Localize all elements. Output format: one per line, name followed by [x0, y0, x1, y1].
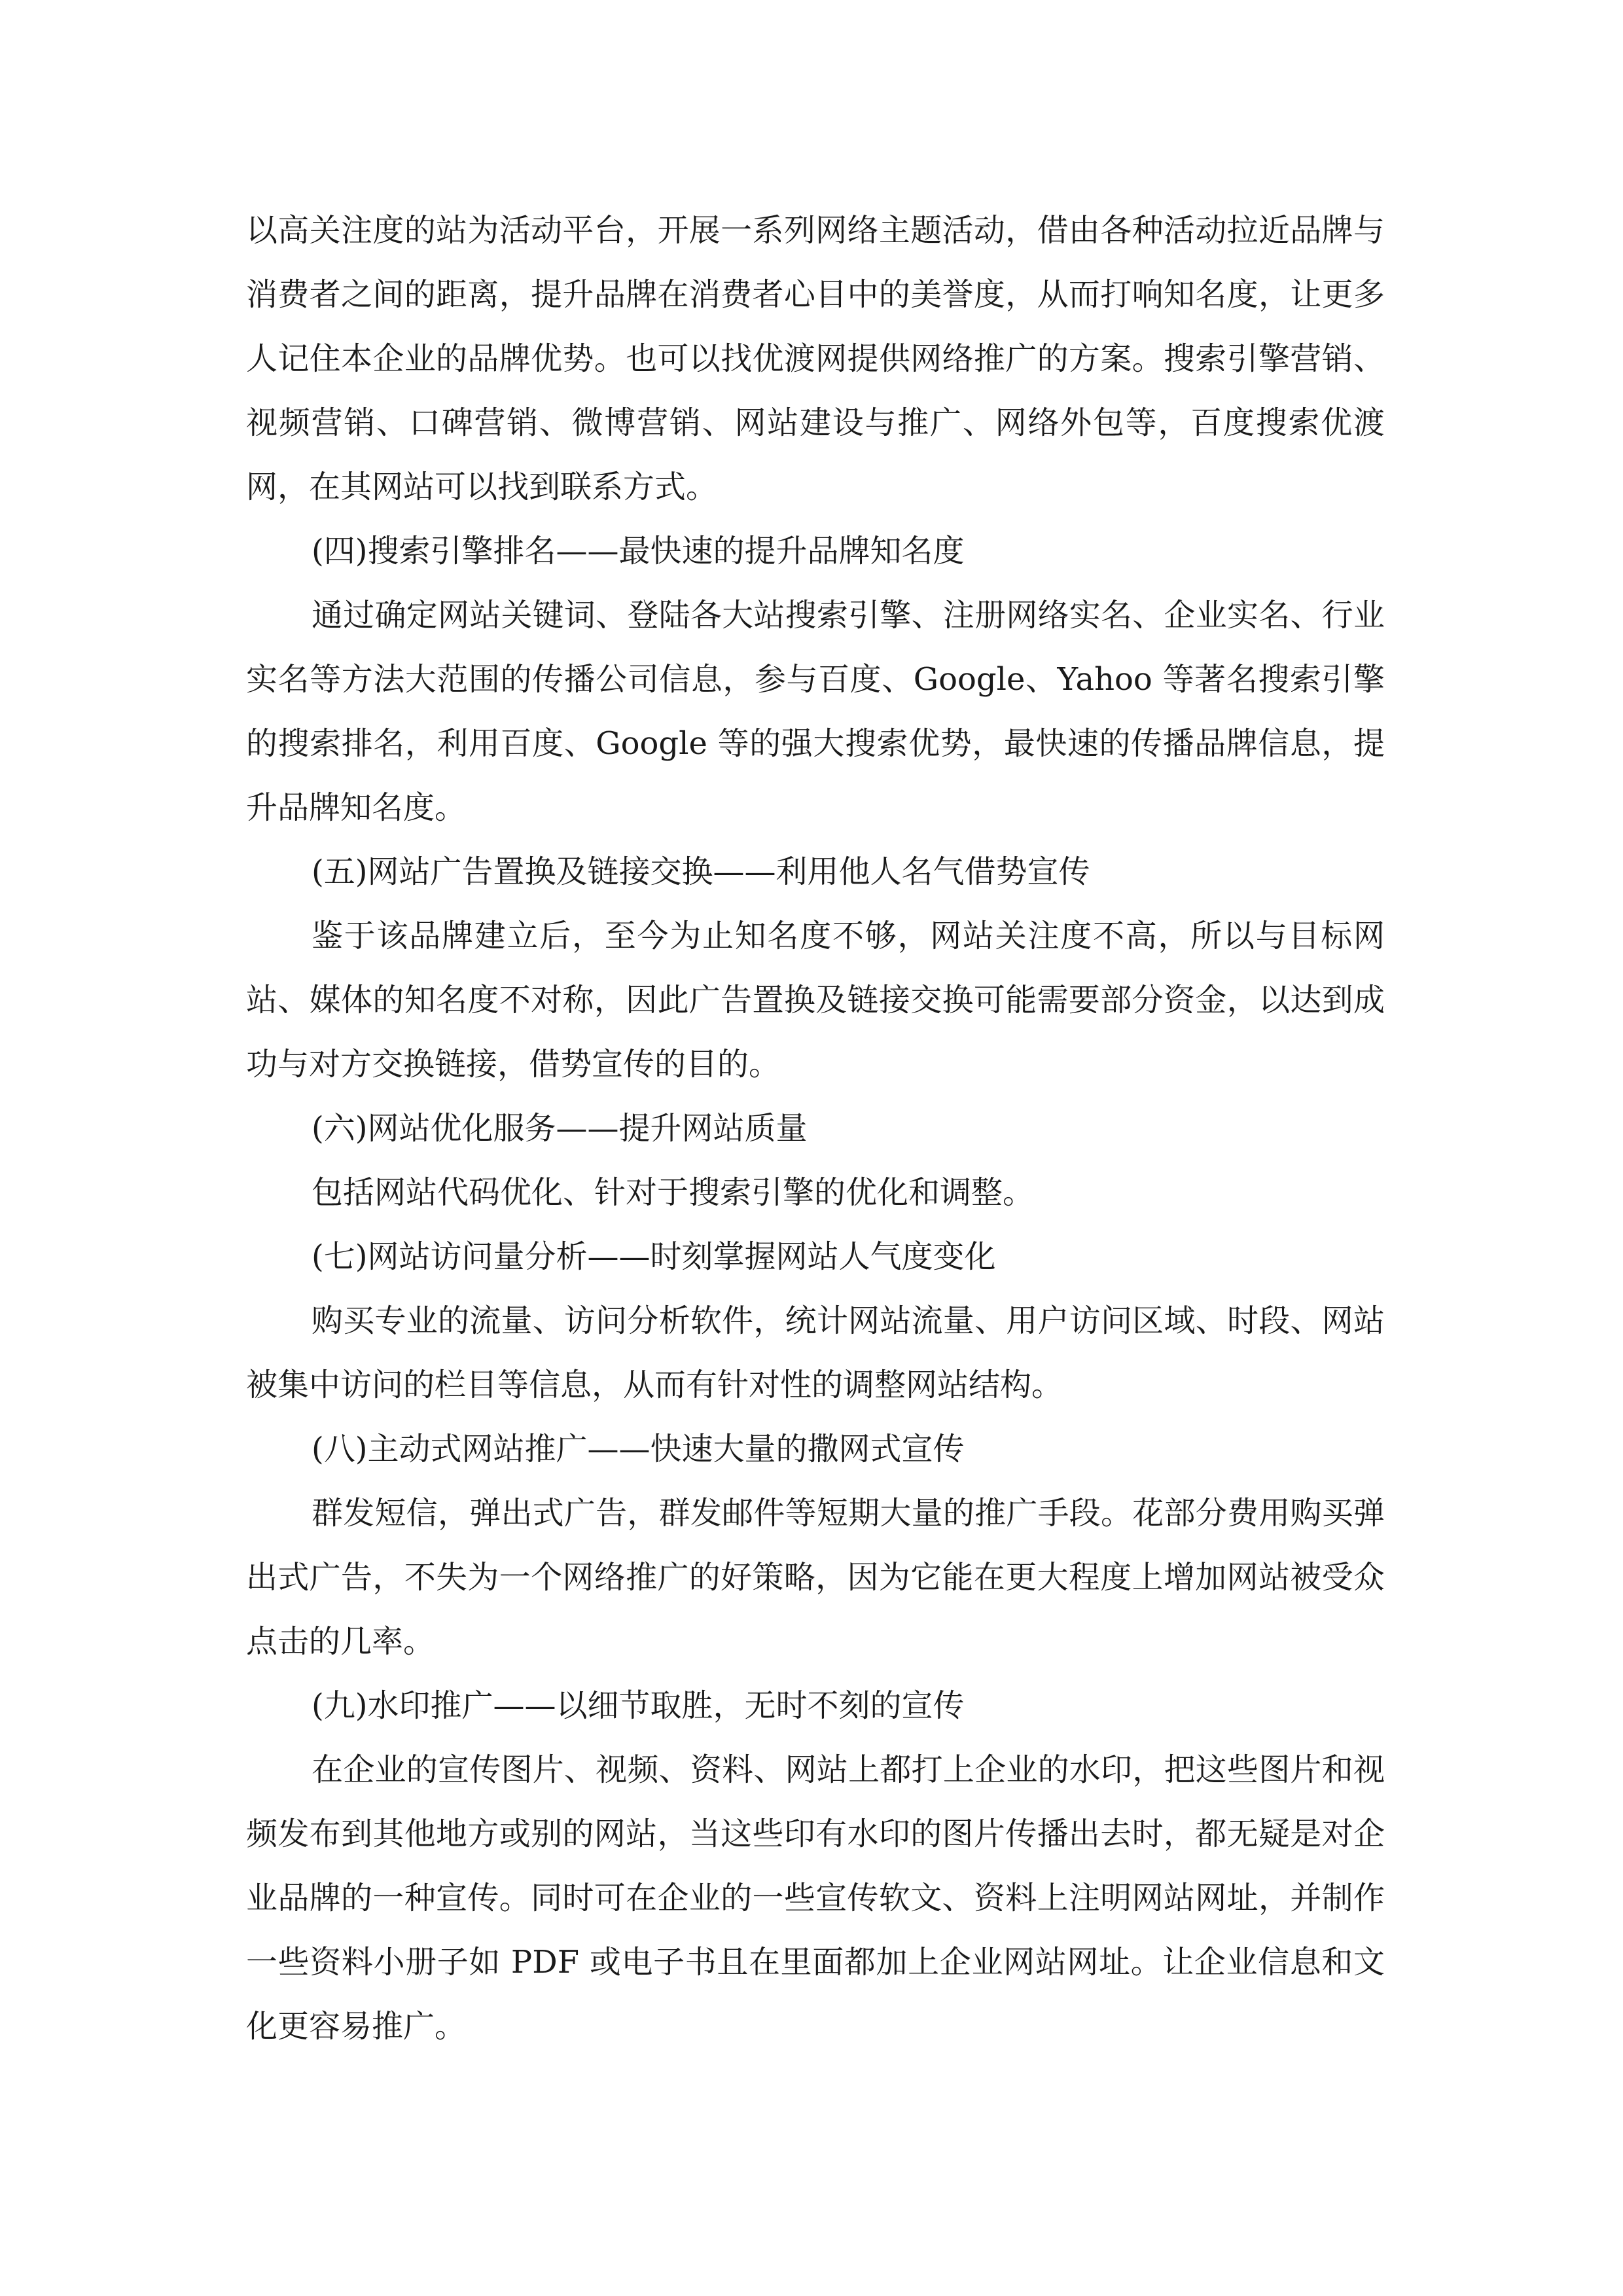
- section-heading-7: (七)网站访问量分析——时刻掌握网站人气度变化: [312, 1238, 996, 1275]
- paragraph-section-9: 在企业的宣传图片、视频、资料、网站上都打上企业的水印，把这些图片和视频发布到其他地方或别的网站，当这些印有水印的图片传播出去时，都无疑是对企业品牌的一种宣传。同时可在企业的一些宣传软文、资料上注明网站网址，并制作一些资料小册子如 PDF 或电子书且在里面都加上企业网站网址。让企业信息和文化更容易推广。: [246, 1751, 1385, 2045]
- paragraph-section-8: 群发短信，弹出式广告，群发邮件等短期大量的推广手段。花部分费用购买弹出式广告，不失为一个网络推广的好策略，因为它能在更大程度上增加网站被受众点击的几率。: [246, 1495, 1385, 1660]
- document-body: [246, 198, 1385, 2058]
- section-heading-4: (四)搜索引擎排名——最快速的提升品牌知名度: [312, 533, 965, 569]
- section-heading-8: (八)主动式网站推广——快速大量的撒网式宣传: [312, 1431, 965, 1467]
- section-heading-9: (九)水印推广——以细节取胜，无时不刻的宣传: [312, 1687, 965, 1724]
- section-heading-6: (六)网站优化服务——提升网站质量: [312, 1110, 808, 1147]
- section-heading-5: (五)网站广告置换及链接交换——利用他人名气借势宣传: [312, 853, 1090, 890]
- paragraph-intro: 以高关注度的站为活动平台，开展一系列网络主题活动，借由各种活动拉近品牌与消费者之间的距离，提升品牌在消费者心目中的美誉度，从而打响知名度，让更多人记住本企业的品牌优势。也可以找优渡网提供网络推广的方案。搜索引擎营销、视频营销、口碑营销、微博营销、网站建设与推广、网络外包等，百度搜索优渡网，在其网站可以找到联系方式。: [246, 212, 1385, 505]
- paragraph-section-5: 鉴于该品牌建立后，至今为止知名度不够，网站关注度不高，所以与目标网站、媒体的知名度不对称，因此广告置换及链接交换可能需要部分资金，以达到成功与对方交换链接，借势宣传的目的。: [246, 918, 1385, 1083]
- paragraph-section-7: 购买专业的流量、访问分析软件，统计网站流量、用户访问区域、时段、网站被集中访问的栏目等信息，从而有针对性的调整网站结构。: [246, 1302, 1385, 1403]
- paragraph-section-6: 包括网站代码优化、针对于搜索引擎的优化和调整。: [312, 1174, 1035, 1211]
- paragraph-section-4: 通过确定网站关键词、登陆各大站搜索引擎、注册网络实名、企业实名、行业实名等方法大范围的传播公司信息，参与百度、Google、Yahoo 等著名搜索引擎的搜索排名，利用百度、Google 等的强大搜索优势，最快速的传播品牌信息，提升品牌知名度。: [246, 597, 1385, 826]
